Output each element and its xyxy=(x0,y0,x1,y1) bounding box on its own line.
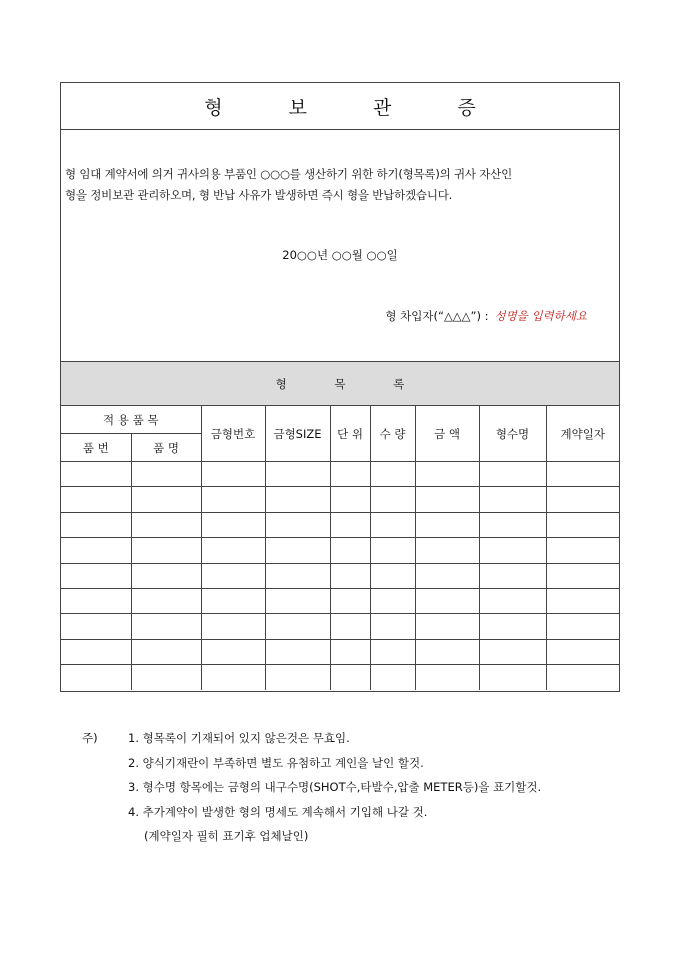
table-cell[interactable] xyxy=(330,614,370,639)
table-cell[interactable] xyxy=(61,588,131,613)
table-cell[interactable] xyxy=(479,462,546,487)
table-cell[interactable] xyxy=(370,538,415,563)
table-cell[interactable] xyxy=(201,462,265,487)
table-row xyxy=(61,588,619,613)
amount-header: 금 액 xyxy=(415,406,479,462)
table-cell[interactable] xyxy=(415,665,479,690)
table-cell[interactable] xyxy=(330,487,370,512)
statement-line-1: 형 임대 계약서에 의거 귀사의용 부품인 ○○○를 생산하기 위한 하기(형목록)의 귀사 자산인 xyxy=(65,167,512,181)
document-title: 형 보 관 증 xyxy=(204,96,506,119)
table-cell[interactable] xyxy=(415,512,479,537)
table-cell[interactable] xyxy=(415,462,479,487)
table-cell[interactable] xyxy=(265,588,330,613)
mold-custody-form xyxy=(60,82,620,692)
statement-text xyxy=(65,164,617,206)
note-item: 3. 형수명 항목에는 금형의 내구수명(SHOT수,타발수,압출 METER등)을 표기할것. xyxy=(128,780,542,794)
unit-header: 단 위 xyxy=(330,406,370,462)
note-item: 4. 추가계약이 발생한 형의 명세도 계속해서 기입해 나갈 것. xyxy=(128,804,428,819)
table-cell[interactable] xyxy=(370,563,415,588)
table-cell[interactable] xyxy=(265,462,330,487)
table-cell[interactable] xyxy=(546,462,619,487)
mold-life-header: 형수명 xyxy=(479,406,546,462)
table-cell[interactable] xyxy=(415,563,479,588)
table-row xyxy=(61,614,619,639)
table-cell[interactable] xyxy=(131,512,201,537)
mold-list-table xyxy=(61,406,619,690)
table-cell[interactable] xyxy=(201,538,265,563)
table-cell[interactable] xyxy=(265,665,330,690)
table-cell[interactable] xyxy=(546,639,619,664)
table-cell[interactable] xyxy=(265,512,330,537)
table-cell[interactable] xyxy=(131,665,201,690)
table-cell[interactable] xyxy=(546,665,619,690)
contract-date-header: 계약일자 xyxy=(546,406,619,462)
table-cell[interactable] xyxy=(201,639,265,664)
signer-name-field[interactable]: 성명을 입력하세요 xyxy=(494,309,587,323)
table-cell[interactable] xyxy=(479,563,546,588)
table-cell[interactable] xyxy=(546,563,619,588)
table-cell[interactable] xyxy=(131,538,201,563)
table-row xyxy=(61,512,619,537)
table-cell[interactable] xyxy=(330,462,370,487)
table-cell[interactable] xyxy=(201,588,265,613)
table-cell[interactable] xyxy=(131,588,201,613)
mold-list-heading xyxy=(61,361,619,406)
table-cell[interactable] xyxy=(479,512,546,537)
notes-label: 주) xyxy=(82,731,98,745)
note-sub-item: (계약일자 필히 표기후 업체날인) xyxy=(144,829,309,843)
table-cell[interactable] xyxy=(415,538,479,563)
table-cell[interactable] xyxy=(415,588,479,613)
table-row xyxy=(61,665,619,690)
table-cell[interactable] xyxy=(546,588,619,613)
notes-list xyxy=(128,726,648,849)
table-cell[interactable] xyxy=(330,563,370,588)
table-cell[interactable] xyxy=(479,639,546,664)
table-cell[interactable] xyxy=(201,512,265,537)
note-item: 2. 양식기재란이 부족하면 별도 유첨하고 계인을 날인 할것. xyxy=(128,755,424,770)
table-cell[interactable] xyxy=(61,563,131,588)
table-cell[interactable] xyxy=(415,639,479,664)
date-line: 20○○년 ○○월 ○○일 xyxy=(282,248,398,262)
table-cell[interactable] xyxy=(61,462,131,487)
table-cell[interactable] xyxy=(131,487,201,512)
table-cell[interactable] xyxy=(546,538,619,563)
table-row xyxy=(61,538,619,563)
statement-area xyxy=(61,130,619,361)
table-cell[interactable] xyxy=(265,614,330,639)
table-cell[interactable] xyxy=(370,462,415,487)
table-cell[interactable] xyxy=(330,512,370,537)
mold-size-header: 금형SIZE xyxy=(265,406,330,462)
table-cell[interactable] xyxy=(131,462,201,487)
title-row xyxy=(61,83,619,130)
statement-line-2: 형을 정비보관 관리하오며, 형 반납 사유가 발생하면 즉시 형을 반납하겠습니다. xyxy=(65,188,453,202)
table-cell[interactable] xyxy=(370,639,415,664)
table-cell[interactable] xyxy=(479,614,546,639)
part-no-header: 품 번 xyxy=(61,434,131,462)
table-cell[interactable] xyxy=(370,665,415,690)
table-cell[interactable] xyxy=(546,487,619,512)
table-cell[interactable] xyxy=(370,588,415,613)
table-cell[interactable] xyxy=(265,563,330,588)
table-cell[interactable] xyxy=(61,665,131,690)
table-cell[interactable] xyxy=(61,512,131,537)
table-row xyxy=(61,487,619,512)
quantity-header: 수 량 xyxy=(370,406,415,462)
signer-label: 형 차입자(“△△△”) : xyxy=(385,309,489,323)
table-cell[interactable] xyxy=(131,563,201,588)
table-cell[interactable] xyxy=(61,538,131,563)
table-cell[interactable] xyxy=(61,639,131,664)
table-cell[interactable] xyxy=(201,665,265,690)
table-cell[interactable] xyxy=(265,639,330,664)
table-cell[interactable] xyxy=(479,665,546,690)
table-cell[interactable] xyxy=(370,487,415,512)
note-item: 1. 형목록이 기재되어 있지 않은것은 무효임. xyxy=(128,731,350,745)
table-cell[interactable] xyxy=(330,639,370,664)
table-cell[interactable] xyxy=(546,614,619,639)
table-cell[interactable] xyxy=(201,614,265,639)
table-cell[interactable] xyxy=(330,538,370,563)
table-cell[interactable] xyxy=(479,538,546,563)
mold-no-header: 금형번호 xyxy=(201,406,265,462)
part-name-header: 품 명 xyxy=(131,434,201,462)
table-row xyxy=(61,462,619,487)
table-cell[interactable] xyxy=(370,614,415,639)
table-cell[interactable] xyxy=(370,512,415,537)
table-row xyxy=(61,563,619,588)
table-cell[interactable] xyxy=(265,487,330,512)
table-cell[interactable] xyxy=(415,487,479,512)
table-cell[interactable] xyxy=(201,563,265,588)
table-cell[interactable] xyxy=(330,665,370,690)
mold-list-title: 형 목 록 xyxy=(275,376,427,391)
table-cell[interactable] xyxy=(265,538,330,563)
table-cell[interactable] xyxy=(131,639,201,664)
table-cell[interactable] xyxy=(415,614,479,639)
table-cell[interactable] xyxy=(201,487,265,512)
table-cell[interactable] xyxy=(61,487,131,512)
table-cell[interactable] xyxy=(479,588,546,613)
signer-line xyxy=(385,308,587,324)
table-cell[interactable] xyxy=(546,512,619,537)
table-cell[interactable] xyxy=(479,487,546,512)
table-cell[interactable] xyxy=(131,614,201,639)
table-cell[interactable] xyxy=(330,588,370,613)
applied-items-header: 적 용 품 목 xyxy=(61,406,201,434)
table-row xyxy=(61,639,619,664)
table-cell[interactable] xyxy=(61,614,131,639)
